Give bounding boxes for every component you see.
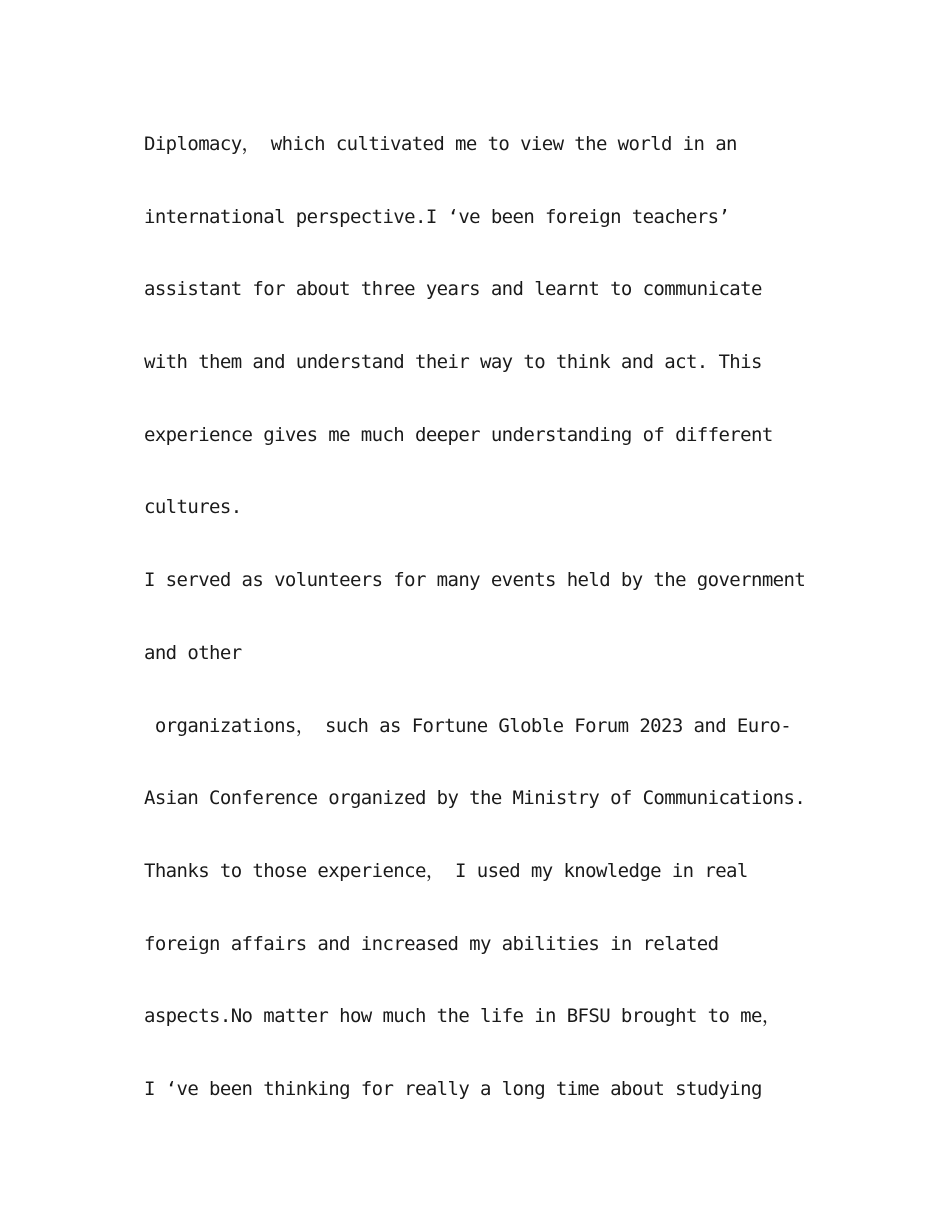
text-line: I served as volunteers for many events held by the government: [144, 569, 806, 592]
text-line: organizations， such as Fortune Globle Forum 2023 and Euro-: [144, 714, 792, 737]
text-line: with them and understand their way to think and act. This: [144, 351, 762, 374]
text-line: Thanks to those experience， I used my knowledge in real: [144, 859, 748, 882]
text-line: Diplomacy， which cultivated me to view the world in an: [144, 133, 737, 155]
text-line: and other: [144, 641, 242, 664]
text-line: aspects.No matter how much the life in BFSU brought to me，: [144, 1005, 781, 1028]
text-line: experience gives me much deeper understanding of different: [144, 423, 773, 446]
document-body: [144, 128, 844, 1146]
text-line: cultures.: [144, 496, 242, 519]
text-line: assistant for about three years and learnt to communicate: [144, 278, 762, 301]
text-line: international perspective.I ‘ve been foreign teachers’: [144, 205, 730, 228]
text-line: foreign affairs and increased my abilities in related: [144, 932, 719, 955]
text-line: Asian Conference organized by the Ministry of Communications.: [144, 787, 806, 810]
text-line: I ‘ve been thinking for really a long time about studying: [144, 1077, 762, 1100]
